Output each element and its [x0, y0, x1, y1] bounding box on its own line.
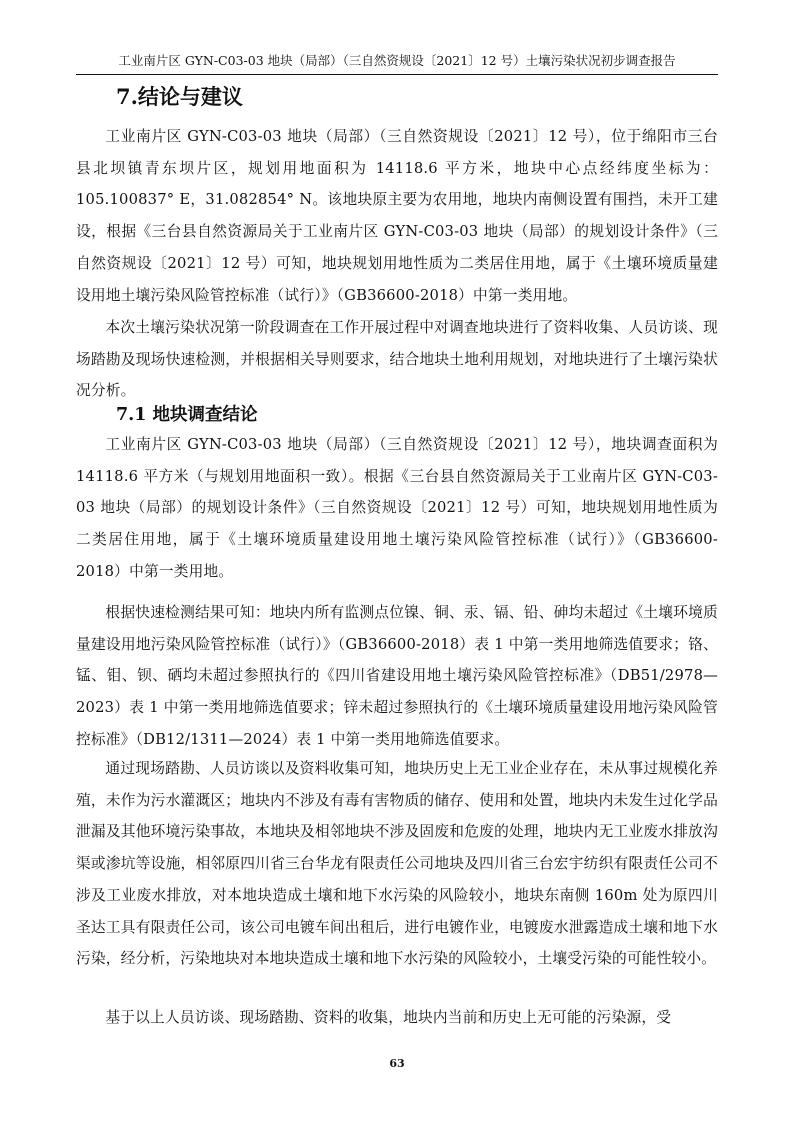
running-header: 工业南片区 GYN-C03-03 地块（局部）（三自然资规设〔2021〕12 号）土壤污染状况初步调查报告 [118, 53, 676, 68]
body-paragraph: 通过现场踏勘、人员访谈以及资料收集可知，地块历史上无工业企业存在，未从事过规模化养殖，未作为污水灌溉区；地块内不涉及有毒有害物质的储存、使用和处置，地块内未发生过化学品泄漏及其他环境污染事故，本地块及相邻地块不涉及固废和危废的处理，地块内无工业废水排放沟渠或渗坑等设施，相邻原四川省三台华龙有限责任公司地块及四川省三台宏宇纺织有限责任公司不涉及工业废水排放，对本地块造成土壤和地下水污染的风险较小，地块东南侧 160m 处为原四川圣达工具有限责任公司，该公司电镀车间出租后，进行电镀作业，电镀废水泄露造成土壤和地下水污染，经分析，污染地块对本地块造成土壤和地下水污染的风险较小，土壤受污染的可能性较小。 [76, 760, 718, 968]
page-number: 63 [389, 1057, 405, 1070]
body-paragraph: 根据快速检测结果可知：地块内所有监测点位镍、铜、汞、镉、铅、砷均未超过《土壤环境质量建设用地污染风险管控标准（试行）》（GB36600-2018）表 1 中第一类用地筛选值要求；铬、锰、钼、钡、硒均未超过参照执行的《四川省建设用地土壤污染风险管控标准》（DB51/2978—2023）表 1 中第一类用地筛选值要求；锌未超过参照执行的《土壤环境质量建设用地污染风险管控标准》（DB12/1311—2024）表 1 中第一类用地筛选值要求。 [76, 604, 718, 748]
body-paragraph: 工业南片区 GYN-C03-03 地块（局部）（三自然资规设〔2021〕12 号），地块调查面积为 14118.6 平方米（与规划用地面积一致）。根据《三台县自然资源局关于工业南片区 GYN-C03-03 地块（局部）的规划设计条件》（三自然资规设〔2021〕12 号）可知，地块规划用地性质为二类居住用地，属于《土壤环境质量建设用地土壤污染风险管控标准（试行）》（GB36600-2018）中第一类用地。 [76, 436, 718, 580]
header-divider [76, 74, 718, 75]
section-heading: 7.结论与建议 [116, 84, 243, 109]
body-paragraph: 基于以上人员访谈、现场踏勘、资料的收集，地块内当前和历史上无可能的污染源，受 [105, 1009, 672, 1026]
intro-paragraph: 本次土壤污染状况第一阶段调查在工作开展过程中对调查地块进行了资料收集、人员访谈、现场踏勘及现场快速检测，并根据相关导则要求，结合地块土地利用规划，对地块进行了土壤污染状况分析。 [76, 319, 718, 400]
subsection-heading: 7.1 地块调查结论 [116, 405, 258, 425]
intro-paragraph: 工业南片区 GYN-C03-03 地块（局部）（三自然资规设〔2021〕12 号），位于绵阳市三台县北坝镇青东坝片区，规划用地面积为 14118.6 平方米，地块中心点经纬度坐标为：105.100837° E，31.082854° N。该地块原主要为农用地，地块内南侧设置有围挡，未开工建设，根据《三台县自然资源局关于工业南片区 GYN-C03-03 地块（局部）的规划设计条件》（三自然资规设〔2021〕12 号）可知，地块规划用地性质为二类居住用地，属于《土壤环境质量建设用地土壤污染风险管控标准（试行）》（GB36600-2018）中第一类用地。 [76, 128, 718, 304]
